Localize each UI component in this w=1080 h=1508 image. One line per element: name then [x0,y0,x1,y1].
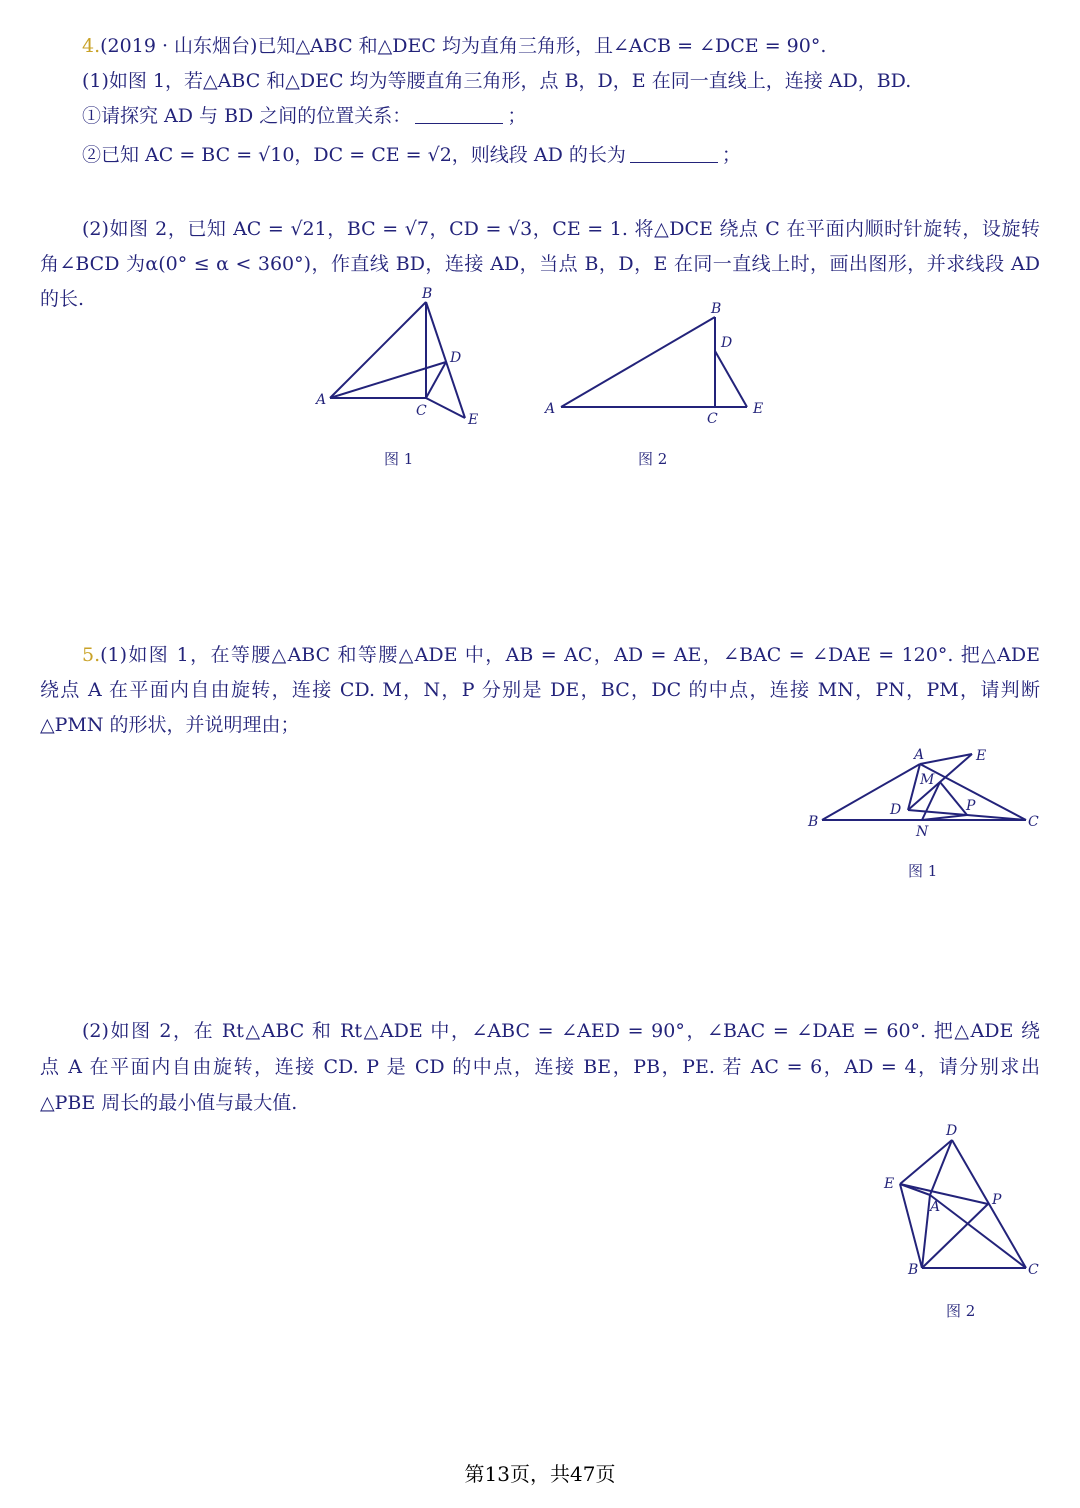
label-C: C [1028,814,1039,830]
q5-line-3: △PMN 的形状，并说明理由； [40,714,300,736]
page-footer: 第13页，共47页 [464,1462,616,1486]
label-C: C [1028,1262,1039,1278]
segment-DE [715,351,747,407]
label-A: A [930,1199,941,1215]
q5-part2-line-2: 点 A 在平面内自由旋转，连接 CD. P 是 CD 的中点，连接 BE，PB，PE. 若 AC = 6，AD = 4，请分别求出 [40,1056,1040,1078]
q5-part2-line-3: △PBE 周长的最小值与最大值. [40,1092,298,1114]
label-D: D [890,802,902,818]
segment-AC [930,1195,1026,1268]
answer-blank-1[interactable] [415,103,503,124]
q4-line-4: ②已知 AC = BC = √10，DC = CE = √2，则线段 AD 的长为 ； [82,144,741,166]
q5-number: 5. [82,644,101,666]
q5-figure-2 [870,1120,1050,1290]
label-E: E [753,401,764,417]
answer-blank-2[interactable] [630,142,718,163]
label-D: D [450,350,462,366]
label-E: E [976,748,987,764]
label-N: N [916,824,929,840]
q4-figure-1 [300,280,520,440]
q4-number: 4. [82,35,101,57]
label-P: P [992,1192,1002,1208]
q5-fig2-caption: 图 2 [946,1302,976,1320]
q4-figure-2 [535,295,775,435]
label-B: B [711,301,722,317]
q4-line-6: 角∠BCD 为α(0° ≤ α < 360°)，作直线 BD，连接 AD，当点 B，D，E 在同一直线上时，画出图形，并求线段 AD [40,253,1040,275]
label-A: A [545,401,556,417]
q5-fig1-caption: 图 1 [908,862,938,880]
q5-line-2: 绕点 A 在平面内自由旋转，连接 CD. M，N，P 分别是 DE，BC，DC 的中点，连接 MN，PN，PM，请判断 [40,679,1040,701]
segment-AB [822,764,920,820]
label-C: C [416,403,427,419]
segment-BA [922,1195,930,1268]
q4-line-3: ①请探究 AD 与 BD 之间的位置关系： ； [82,105,527,127]
segment-EB [900,1184,922,1268]
q4-line-1: 4.(2019 · 山东烟台)已知△ABC 和△DEC 均为直角三角形，且∠ACB = ∠DCE = 90°. [82,35,827,57]
label-P: P [966,798,976,814]
q4-fig2-caption: 图 2 [638,450,668,468]
q4-fig1-caption: 图 1 [384,450,414,468]
segment-PE [900,1184,988,1204]
q4-line-2: (1)如图 1，若△ABC 和△DEC 均为等腰直角三角形，点 B，D，E 在同一直线上，连接 AD，BD. [82,70,912,92]
label-D: D [721,335,733,351]
label-M: M [920,772,935,788]
label-C: C [707,411,718,427]
label-E: E [884,1176,895,1192]
label-E: E [468,412,479,428]
segment-AE [920,754,972,764]
segment-DC [952,1140,1026,1268]
label-D: D [946,1123,958,1139]
q5-figure-1 [800,740,1050,840]
q4-line-7: 的长. [40,288,85,310]
label-B: B [808,814,819,830]
label-A: A [914,747,925,763]
label-A: A [316,392,327,408]
label-B: B [908,1262,919,1278]
q5-part2-line-1: (2)如图 2，在 Rt△ABC 和 Rt△ADE 中，∠ABC = ∠AED = 90°，∠BAC = ∠DAE = 60°. 把△ADE 绕 [82,1020,1040,1042]
q4-line-5: (2)如图 2，已知 AC = √21，BC = √7，CD = √3，CE = 1. 将△DCE 绕点 C 在平面内顺时针旋转，设旋转 [82,218,1040,240]
q5-line-1: 5.(1)如图 1，在等腰△ABC 和等腰△ADE 中，AB = AC，AD = AE，∠BAC = ∠DAE = 120°. 把△ADE [82,644,1040,666]
segment-AB [561,317,715,407]
label-B: B [422,286,433,302]
